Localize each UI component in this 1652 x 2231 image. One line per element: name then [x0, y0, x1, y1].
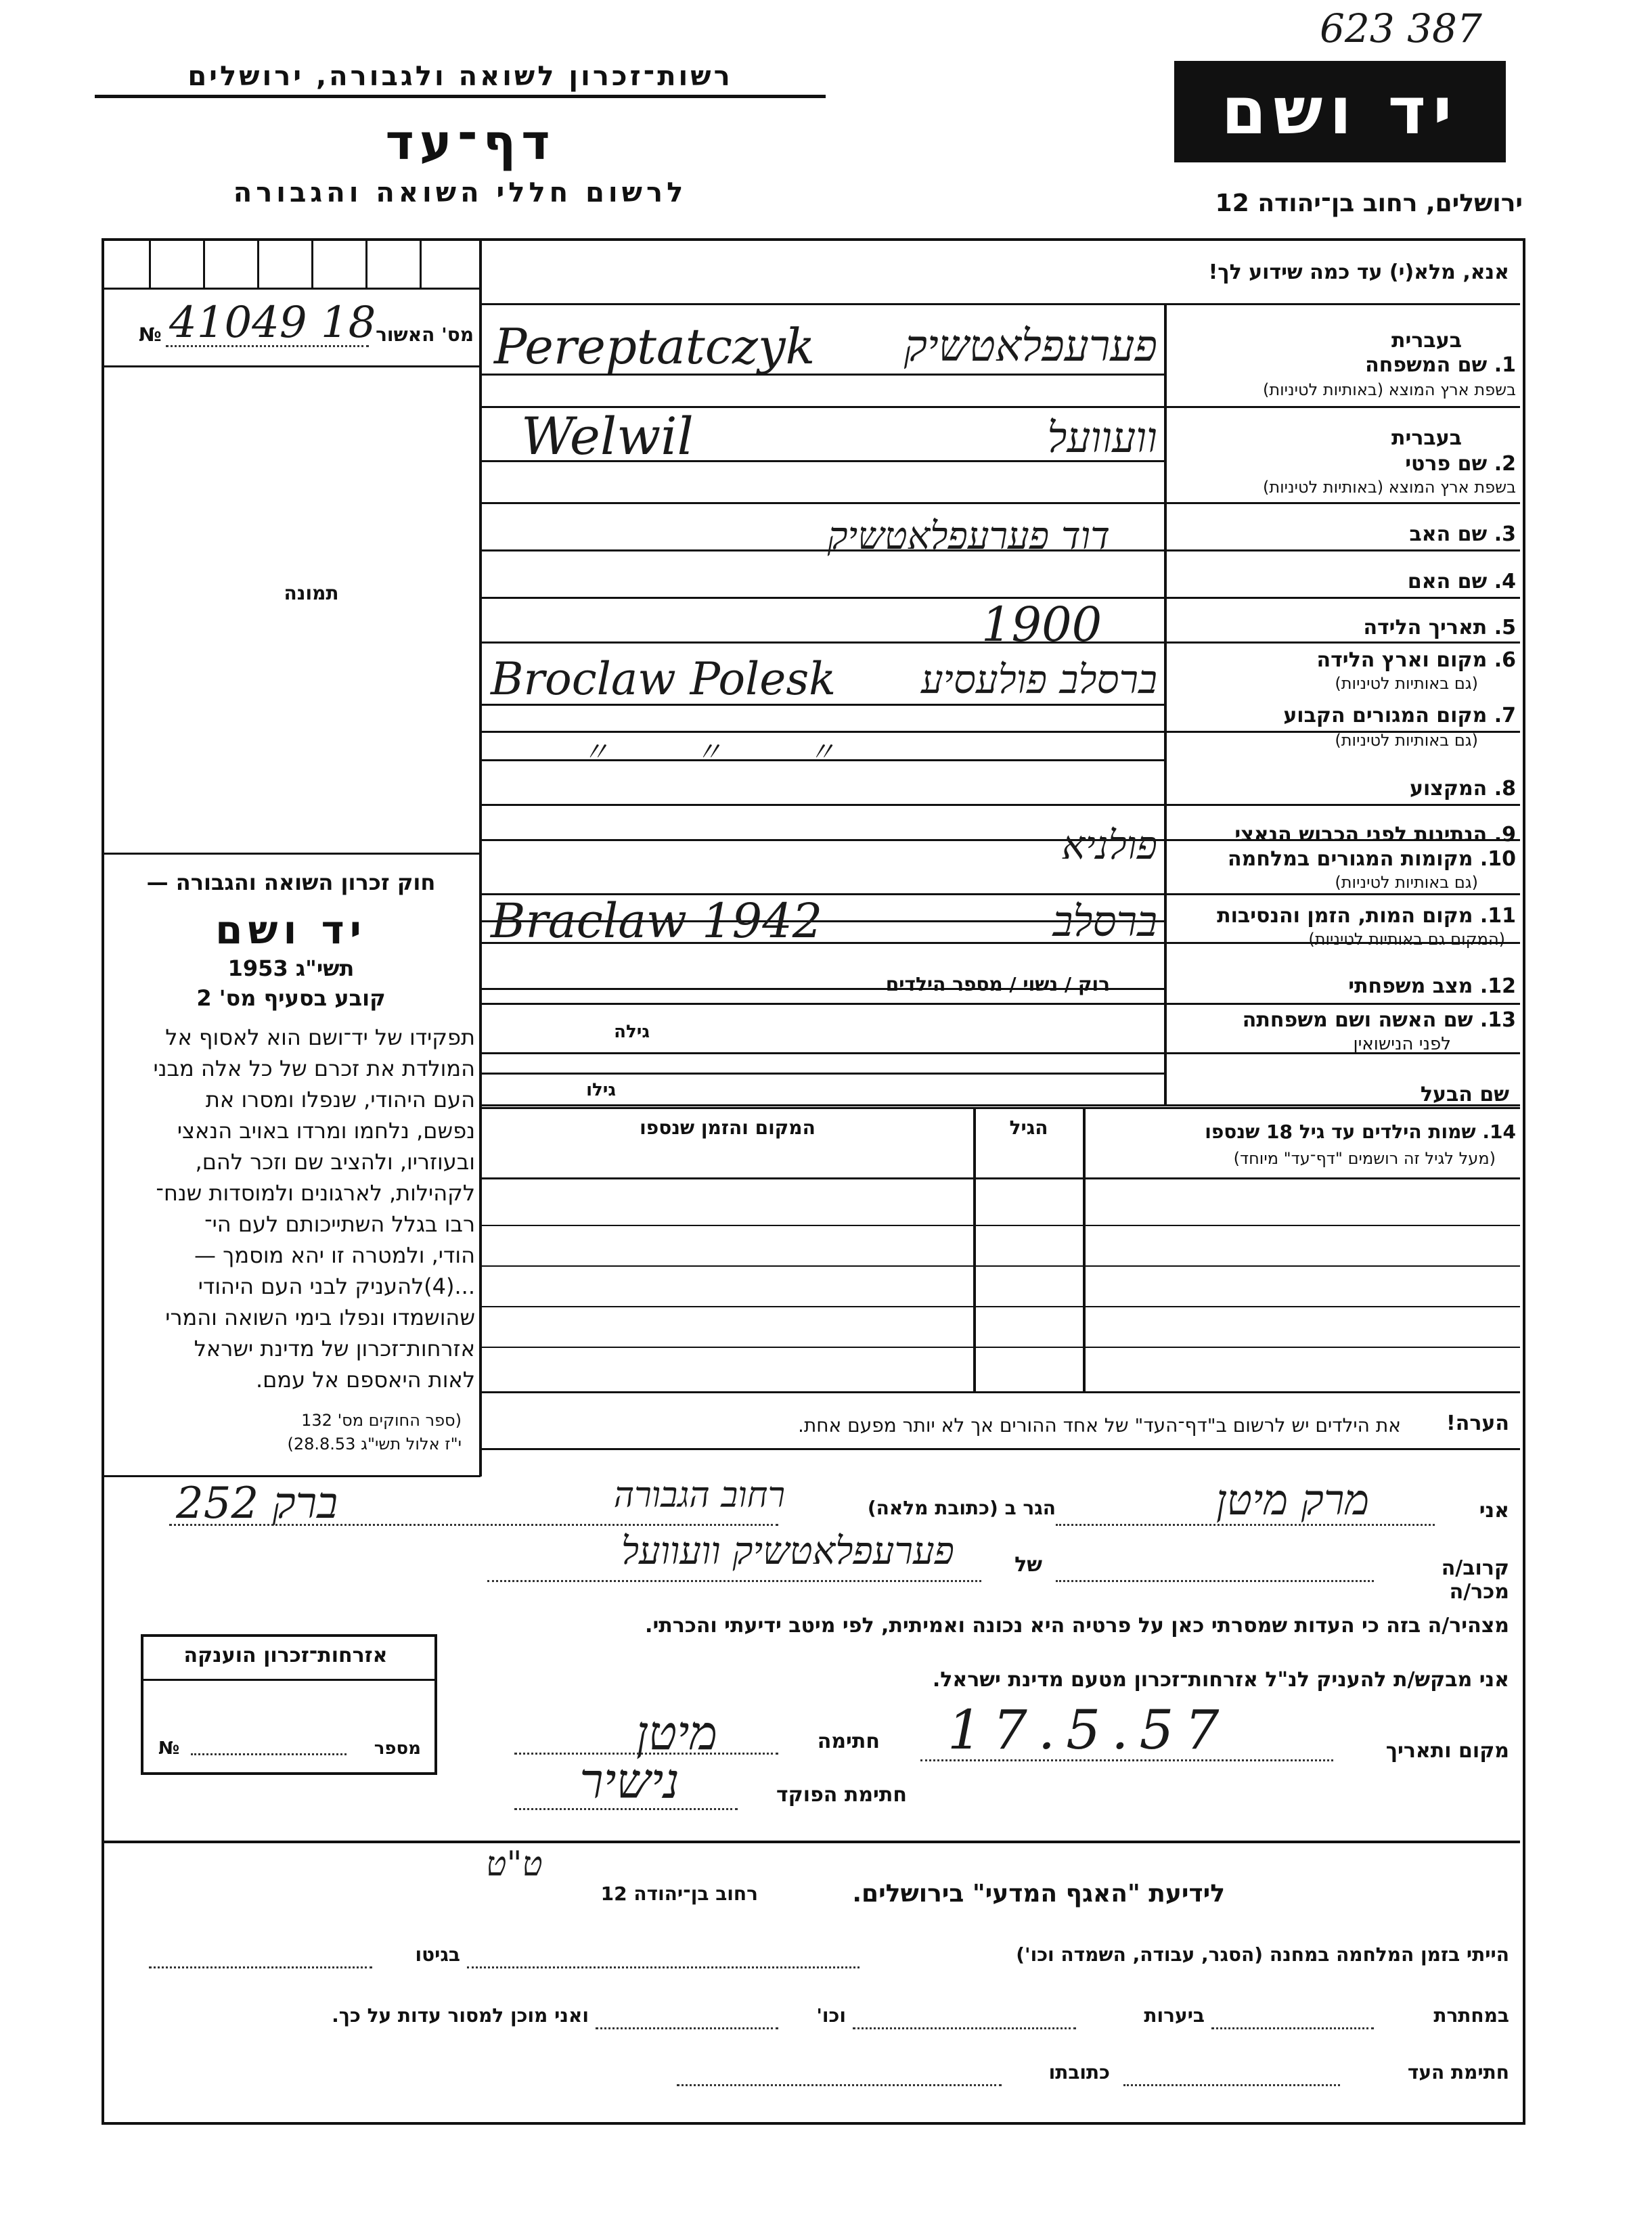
children-col-1	[973, 1107, 976, 1391]
left-column-divider	[479, 238, 482, 1477]
footer-witness-sig-label: חתימת העד	[1407, 2061, 1509, 2083]
hw-witness-address-2: 252 ברק	[176, 1479, 338, 1529]
field-label-nationality: 9. הנתינות לפני הכבוש הנאצי	[1234, 823, 1516, 847]
row-line-2	[482, 502, 1520, 504]
field-label-war-residence: 10. מקומות המגורים במלחמה	[1228, 847, 1516, 871]
hw-signature: מיטן	[636, 1705, 717, 1761]
approval-no-symbol: №	[139, 323, 162, 346]
form-intro: אנא, מלא(י) עד כמה שידוע לך!	[1208, 261, 1509, 284]
hw-witness-address: רחוב הגבורה	[613, 1475, 785, 1516]
note-label: הערה!	[1446, 1412, 1509, 1435]
hebrew-tag-1: בעברית	[1391, 329, 1462, 353]
footer-heading: לידיעת "האגף המדעי" בירושלים.	[852, 1880, 1225, 1908]
decl-date-dots	[920, 1759, 1333, 1761]
hw-officer-initials: ט"ט	[486, 1844, 543, 1883]
field-sub-birthplace: (גם באותיות לטיניות)	[1335, 674, 1478, 693]
hw-surname-hebrew: פערעפלאטשיק	[903, 321, 1157, 371]
row-line-13b	[482, 1104, 1164, 1106]
tick-row-top	[104, 288, 481, 290]
decl-signature-label: חתימה	[817, 1730, 880, 1753]
law-line: תפקידו של יד־ושם הוא לאסוף אל	[165, 1024, 475, 1050]
children-header: 14. שמות הילדים עד גיל 18 שנספו	[1205, 1121, 1516, 1143]
footer-etc-dots	[596, 2027, 778, 2029]
footer-forests-dots	[853, 2027, 1076, 2029]
header-address: ירושלים, רחוב בן־יהודה 12	[1215, 189, 1523, 217]
age-label-husband: גילו	[586, 1080, 616, 1100]
marital-options: רוק / נשוי / מספר הילדים	[885, 973, 1110, 995]
children-header-line	[482, 1177, 1520, 1179]
hw-residence-marks: 〃 〃 〃	[582, 737, 836, 768]
hw-officer-signature: נישיר	[579, 1753, 679, 1809]
footer-underground-dots	[1211, 2027, 1374, 2029]
footer-address-label: כתובתו	[1048, 2061, 1110, 2083]
footer-heading-address: רחוב בן־יהודה 12	[600, 1883, 758, 1905]
decl-address-dots	[169, 1524, 778, 1526]
tick-1	[149, 238, 151, 289]
tick-6	[420, 238, 422, 289]
memorial-box-title-line	[143, 1679, 434, 1681]
children-row-1	[482, 1225, 1520, 1226]
hw-birth-year: 1900	[981, 597, 1102, 652]
hw-relation: פערעפלאטשיק וועוועל	[621, 1529, 954, 1573]
field-label-surname: 1. שם המשפחה	[1365, 353, 1516, 377]
tick-4	[311, 238, 313, 289]
form-subtitle: לרשום חללי השואה והגבורה	[233, 177, 688, 208]
law-line: לקהילות, לארגונים ולמוסדות שנח־	[156, 1180, 475, 1206]
footer-underground-label: במחתרת	[1433, 2004, 1509, 2027]
field-sub-surname: בשפת ארץ המוצא (באותיות לטיניות)	[1263, 380, 1516, 399]
law-ref-1: (ספר החוקים מס' 132	[301, 1411, 462, 1430]
law-name: יד ושם	[215, 907, 367, 953]
law-line: העם היהודי, שנפלו ומסרו את	[205, 1087, 475, 1112]
decl-statement: מצהיר/ה בזה כי העדות שמסרתי כאן על פרטיה היא נכונה ואמיתית, לפי מיטב ידיעתי והכרתי.	[645, 1614, 1509, 1638]
hw-birthplace-latin: Broclaw Polesk	[491, 653, 836, 705]
approval-label: מס' האשור	[376, 323, 474, 346]
footer-divider	[104, 1841, 1520, 1843]
form-title: דף־עד	[385, 114, 556, 171]
decl-i: אני	[1479, 1499, 1509, 1523]
hw-death-place-latin: Braclaw 1942	[491, 893, 823, 949]
field-label-firstname: 2. שם פרטי	[1405, 452, 1516, 476]
law-title: חוק זכרון השואה והגבורה —	[146, 870, 436, 895]
photo-label: תמונה	[284, 582, 339, 604]
hw-surname-latin: Pereptatczyk	[494, 318, 816, 375]
children-row-2	[482, 1265, 1520, 1267]
field-label-marital: 12. מצב משפחתי	[1348, 974, 1516, 998]
row-line-11	[482, 1003, 1520, 1005]
photo-bottom-line	[104, 853, 481, 855]
footer-forests-label: ביערות	[1144, 2004, 1205, 2027]
age-label-wife: גילה	[614, 1022, 650, 1042]
archive-number: 623 387	[1320, 5, 1482, 51]
memorial-box-title: אזרחות־זכרון הוענקה	[183, 1644, 388, 1667]
children-row-3	[482, 1306, 1520, 1307]
law-line: שהושמדו ונפלו בימי השואה והמרי	[165, 1305, 475, 1330]
footer-etc-label: וכו'	[816, 2004, 846, 2027]
field-sub-death: (המקום גם באותיות לטיניות)	[1308, 930, 1505, 949]
field-label-birthdate: 5. תאריך הלידה	[1363, 616, 1516, 639]
decl-officer-dots	[514, 1808, 738, 1810]
logo-text: יד ושם	[1221, 73, 1459, 149]
memorial-box-dots	[191, 1753, 347, 1755]
hw-birthplace-hebrew: ברסלב פולעסיע	[920, 656, 1157, 702]
field-sub-war-residence: (גם באותיות לטיניות)	[1335, 873, 1478, 892]
tick-2	[203, 238, 205, 289]
row-line-13a	[482, 1073, 1164, 1075]
law-line: לאות היאספם אל עמם.	[255, 1367, 475, 1393]
place-time-header: המקום והזמן שנספו	[640, 1117, 816, 1139]
field-sub-wife: לפני הנישואין	[1353, 1034, 1451, 1054]
left-column-bottom	[104, 1475, 481, 1477]
hebrew-tag-2: בעברית	[1391, 426, 1462, 450]
tick-5	[365, 238, 367, 289]
approval-dots	[166, 345, 369, 347]
field-sub-residence: (גם באותיות לטיניות)	[1335, 731, 1478, 750]
note-text: את הילדים יש לרשום ב"דף־העד" של אחד ההורים אך לא יותר מפעם אחת.	[797, 1414, 1401, 1437]
children-table-bottom	[482, 1391, 1520, 1393]
decl-name-dots	[1056, 1524, 1435, 1526]
field-label-residence: 7. מקום המגורים הקבוע	[1283, 704, 1516, 727]
decl-relative: קרוב/ה מכר/ה	[1441, 1556, 1509, 1604]
approval-number: 41049 18	[169, 298, 376, 348]
footer-ghetto-label: בגיטו	[415, 1943, 460, 1966]
footer-camp-label: הייתי בזמן המלחמה במחנה (הסגר, עבודה, השמדה וכו')	[1016, 1943, 1509, 1966]
law-line: המולדת את זכרם של כל אלה מבני	[153, 1056, 475, 1081]
age-header: הגיל	[1009, 1117, 1048, 1139]
husband-name-label: שם הבעל	[1420, 1083, 1509, 1106]
law-year: תשי"ג 1953	[227, 955, 355, 981]
footer-address-dots	[677, 2084, 1002, 2086]
hw-death-place-hebrew: ברסלב	[1052, 897, 1157, 946]
decl-address-label: הגר ב (כתובת מלאה)	[867, 1497, 1056, 1519]
memorial-box-no-symbol: №	[158, 1738, 180, 1759]
field-label-mother: 4. שם האם	[1407, 570, 1516, 593]
footer-willing-label: ואני מוכן למסור עדות על כך.	[332, 2004, 589, 2027]
law-line: הודי, ולמטרה זו יהא מוסמך —	[194, 1242, 475, 1268]
memorial-box-number-label: מספר	[374, 1738, 421, 1759]
decl-place-date-label: מקום ותאריך	[1385, 1739, 1509, 1763]
row-line-7	[482, 804, 1520, 806]
yad-vashem-logo	[1174, 61, 1506, 162]
children-table-top	[482, 1107, 1520, 1109]
law-text	[110, 1022, 475, 1395]
label-column-divider	[1164, 305, 1167, 1106]
hw-date: 17.5.57	[947, 1698, 1230, 1761]
law-section: קובע בסעיף מס' 2	[196, 985, 386, 1011]
law-line: רבו בגלל השתייכותם לעם הי־	[204, 1211, 475, 1237]
photo-top-line	[104, 365, 481, 367]
law-line: נפשם, נלחמו ומרדו באויב הנאצי	[177, 1118, 475, 1144]
memorial-citizenship-box	[141, 1634, 437, 1775]
footer-ghetto-dots	[149, 1966, 372, 1968]
law-ref-2: י"ז אלול תשי"ג 28.8.53)	[287, 1435, 462, 1453]
field-label-birthplace: 6. מקום וארץ הלידה	[1316, 648, 1516, 672]
decl-officer-label: חתימת הפוקד	[776, 1783, 907, 1807]
children-col-2	[1083, 1107, 1086, 1391]
tick-3	[257, 238, 259, 289]
law-line: אזרחות־זכרון של מדינת ישראל	[194, 1336, 475, 1361]
authority-underline	[95, 95, 826, 98]
field-label-father: 3. שם האב	[1409, 522, 1516, 546]
decl-request: אני מבקש/ת להעניק לנ"ל אזרחות־זכרון מטעם מדינת ישראל.	[932, 1668, 1509, 1692]
intro-line	[481, 303, 1520, 305]
hw-witness-name: מרק מיטן	[1215, 1475, 1370, 1525]
footer-camp-dots	[467, 1966, 860, 1968]
decl-of-dots	[487, 1580, 981, 1582]
note-line	[482, 1448, 1520, 1450]
decl-of: של	[1014, 1553, 1042, 1577]
decl-relative-dots	[1056, 1580, 1374, 1582]
hw-firstname-latin: Welwil	[521, 406, 694, 466]
law-line: ...(4)להעניק לבני העם היהודי	[198, 1274, 475, 1299]
hw-father: דוד פערעפלאטשיק	[827, 514, 1110, 558]
footer-witness-sig-dots	[1123, 2084, 1340, 2086]
hw-nationality: פולניא	[1061, 822, 1157, 868]
field-sub-firstname: בשפת ארץ המוצא (באותיות לטיניות)	[1263, 478, 1516, 497]
children-sub: (מעל לגיל זה רושמים "דף־עד" מיוחד)	[1233, 1149, 1496, 1168]
law-line: ובעוזריו, ולהציב שם וזכר להם,	[195, 1149, 475, 1175]
authority-name: רשות־זכרון לשואה ולגבורה, ירושלים	[187, 61, 733, 92]
field-label-death: 11. מקום המות, הזמן והנסיבות	[1217, 904, 1516, 928]
hw-firstname-hebrew: וועוועל	[1047, 413, 1157, 462]
children-row-4	[482, 1347, 1520, 1348]
field-label-profession: 8. המקצוע	[1410, 777, 1516, 801]
field-label-wife: 13. שם האשה ושם משפחתה	[1242, 1008, 1516, 1032]
